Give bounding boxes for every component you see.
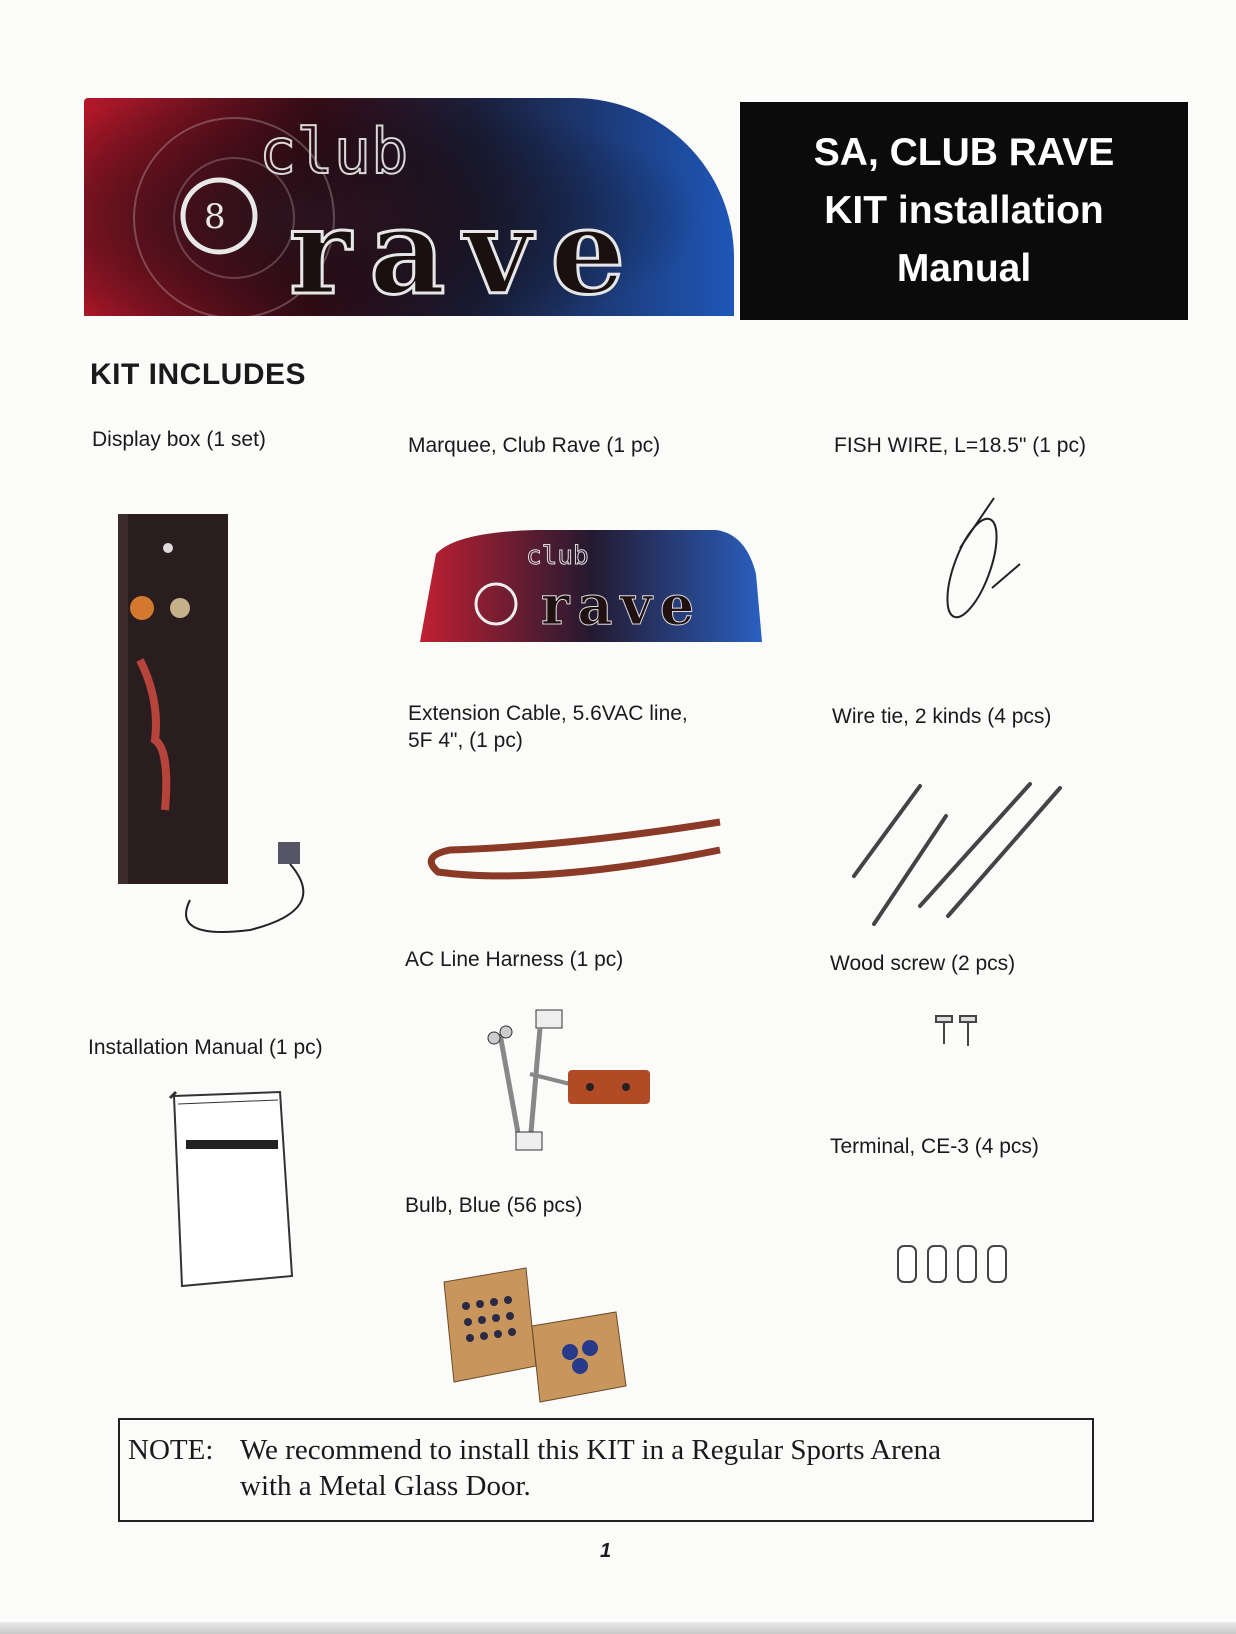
note-box bbox=[118, 1418, 1094, 1522]
svg-text:8: 8 bbox=[204, 197, 226, 237]
title-line-2: KIT installation bbox=[824, 189, 1104, 232]
note-label: NOTE: bbox=[128, 1434, 214, 1466]
label-installation-manual: Installation Manual (1 pc) bbox=[88, 1036, 323, 1059]
club-rave-logo-art bbox=[84, 98, 734, 316]
note-line-2: with a Metal Glass Door. bbox=[240, 1470, 531, 1502]
fish-wire-image bbox=[920, 488, 1040, 638]
bulb-boxes-image bbox=[440, 1256, 640, 1406]
title-line-1: SA, CLUB RAVE bbox=[813, 131, 1115, 174]
marquee-image bbox=[416, 524, 766, 644]
label-ac-line-harness: AC Line Harness (1 pc) bbox=[405, 948, 624, 971]
label-terminal: Terminal, CE-3 (4 pcs) bbox=[830, 1135, 1039, 1158]
extension-cable-image bbox=[420, 810, 740, 900]
terminals-image bbox=[892, 1240, 1022, 1290]
label-wood-screw: Wood screw (2 pcs) bbox=[830, 952, 1016, 975]
ac-harness-image bbox=[460, 1004, 660, 1164]
note-line-1: We recommend to install this KIT in a Regular Sports Arena bbox=[240, 1434, 942, 1466]
club-rave-logo-banner bbox=[84, 98, 734, 316]
label-wire-tie: Wire tie, 2 kinds (4 pcs) bbox=[832, 705, 1052, 728]
svg-text:club: club bbox=[526, 541, 589, 571]
label-display-box: Display box (1 set) bbox=[92, 428, 266, 451]
section-title: KIT INCLUDES bbox=[90, 358, 306, 391]
page-bottom-edge bbox=[0, 1622, 1236, 1634]
label-extension-cable-1: Extension Cable, 5.6VAC line, bbox=[408, 702, 688, 725]
logo-word-rave: rave bbox=[289, 182, 644, 316]
manual-booklet-image bbox=[168, 1090, 308, 1290]
label-extension-cable-2: 5F 4", (1 pc) bbox=[408, 729, 523, 752]
display-box-image bbox=[110, 510, 330, 950]
label-bulb: Bulb, Blue (56 pcs) bbox=[405, 1194, 583, 1217]
wood-screws-image bbox=[930, 1012, 990, 1052]
logo-word-club: club bbox=[259, 115, 409, 188]
document-title-box bbox=[740, 102, 1188, 320]
title-line-3: Manual bbox=[896, 247, 1032, 290]
label-marquee: Marquee, Club Rave (1 pc) bbox=[408, 434, 661, 457]
svg-text:rave: rave bbox=[541, 573, 703, 637]
label-fish-wire: FISH WIRE, L=18.5" (1 pc) bbox=[834, 434, 1086, 457]
wire-ties-image bbox=[850, 778, 1070, 938]
note-text bbox=[240, 1432, 1060, 1504]
page-number: 1 bbox=[600, 1540, 612, 1562]
